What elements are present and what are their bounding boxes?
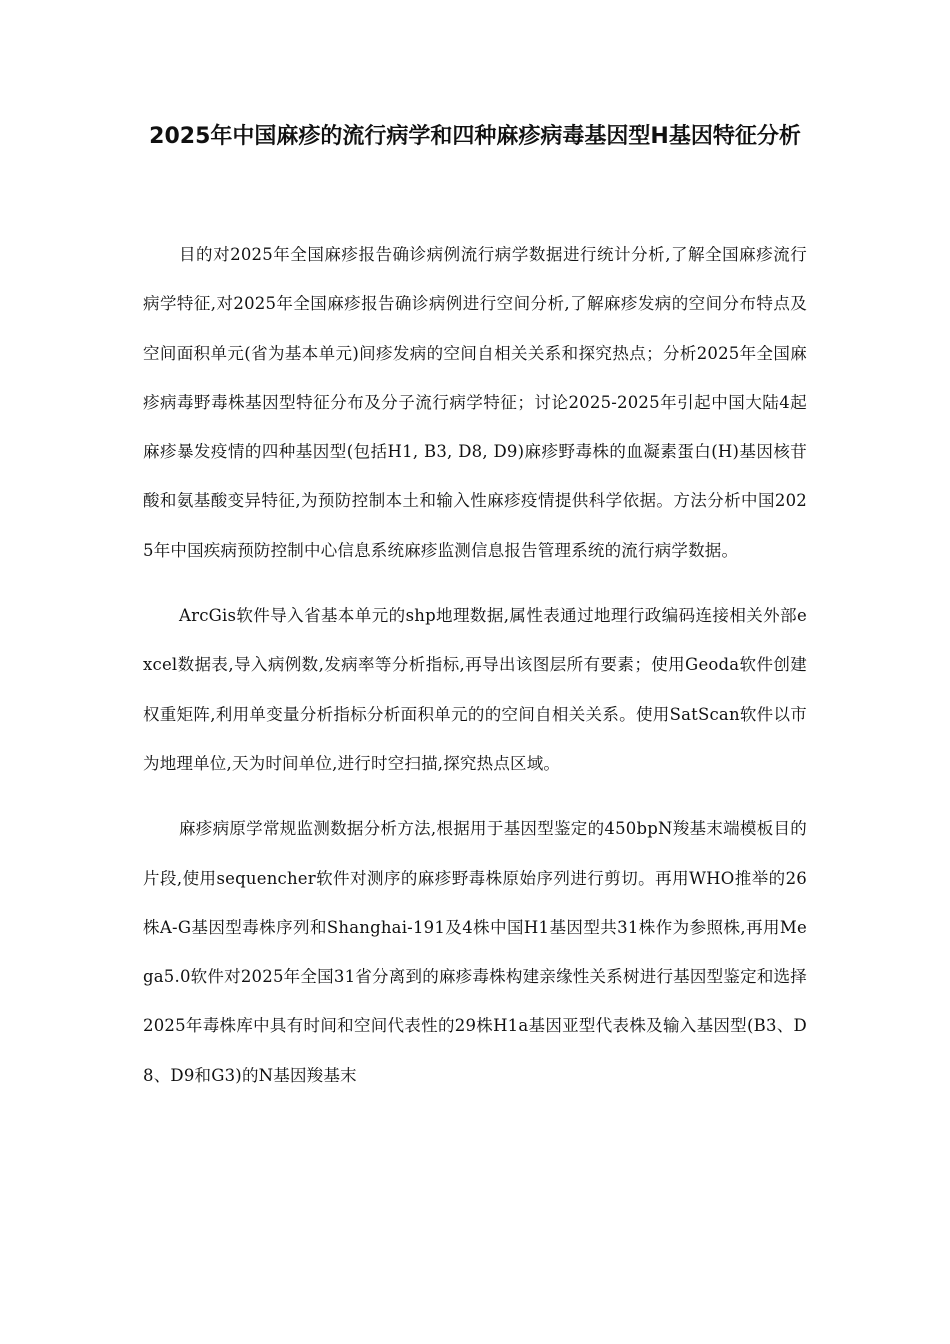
paragraph-objective: 目的对2025年全国麻疹报告确诊病例流行病学数据进行统计分析,了解全国麻疹流行病学特征,对2025年全国麻疹报告确诊病例进行空间分析,了解麻疹发病的空间分布特点及空间面积单元(省为基本单元)间疹发病的空间自相关关系和探究热点；分析2025年全国麻疹病毒野毒株基因型特征分布及分子流行病学特征；讨论2025-2025年引起中国大陆4起麻疹暴发疫情的四种基因型(包括H1, B3, D8, D9)麻疹野毒株的血凝素蛋白(H)基因核苷酸和氨基酸变异特征,为预防控制本土和输入性麻疹疫情提供科学依据。方法分析中国2025年中国疾病预防控制中心信息系统麻疹监测信息报告管理系统的流行病学数据。 — [143, 245, 807, 560]
paragraph-spatial-methods: ArcGis软件导入省基本单元的shp地理数据,属性表通过地理行政编码连接相关外部excel数据表,导入病例数,发病率等分析指标,再导出该图层所有要素；使用Geoda软件创建权重矩阵,利用单变量分析指标分析面积单元的的空间自相关关系。使用SatScan软件以市为地理单位,天为时间单位,进行时空扫描,探究热点区域。 — [143, 606, 807, 773]
paragraph-etiology-methods: 麻疹病原学常规监测数据分析方法,根据用于基因型鉴定的450bpN羧基末端模板目的片段,使用sequencher软件对测序的麻疹野毒株原始序列进行剪切。再用WHO推举的26株A-G基因型毒株序列和Shanghai-191及4株中国H1基因型共31株作为参照株,再用Mega5.0软件对2025年全国31省分离到的麻疹毒株构建亲缘性关系树进行基因型鉴定和选择2025年毒株库中具有时间和空间代表性的29株H1a基因亚型代表株及输入基因型(B3、D8、D9和G3)的N基因羧基末 — [143, 819, 807, 1085]
document-title: 2025年中国麻疹的流行病学和四种麻疹病毒基因型H基因特征分析 — [149, 124, 801, 149]
document-body — [143, 230, 807, 1116]
